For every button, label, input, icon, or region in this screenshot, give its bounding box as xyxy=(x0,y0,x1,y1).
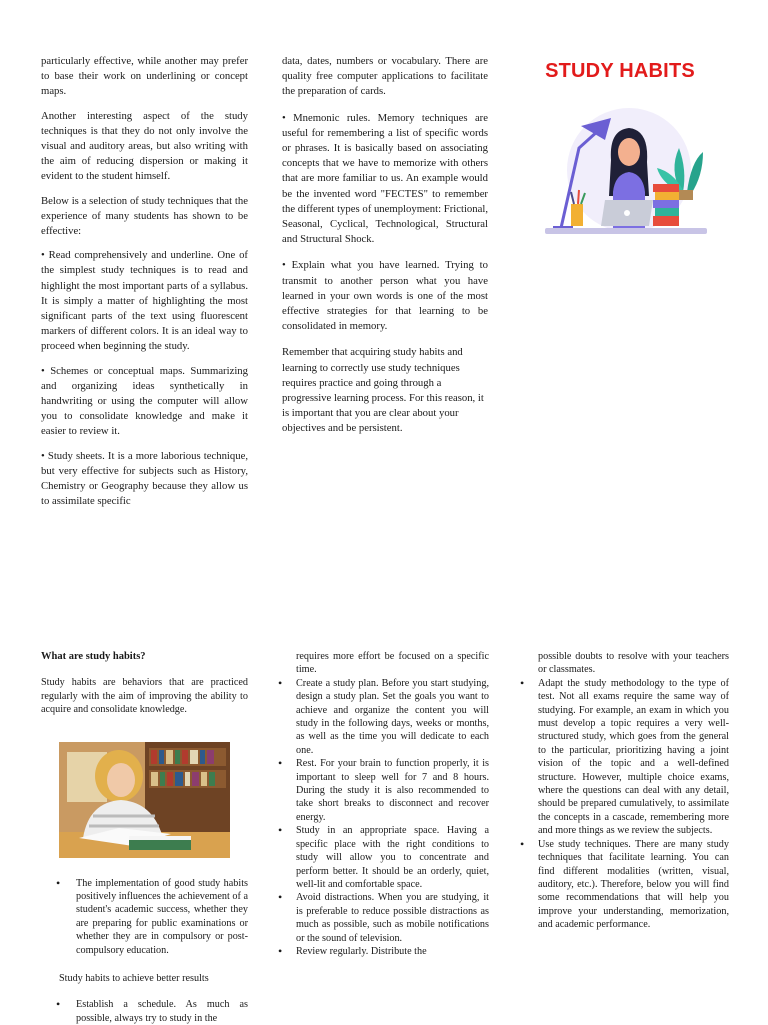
top-left-panel xyxy=(41,54,248,518)
list-item: • Study in an appropriate space. Having a specific place with the right conditions to study will allow you to concentrate and perform better. It should be an orderly, quiet, well-lit and comfortable space. xyxy=(296,824,489,891)
paragraph: data, dates, numbers or vocabulary. There are quality free computer applications to facilitate the preparation of cards. xyxy=(282,55,488,98)
top-middle-panel xyxy=(282,54,488,448)
continued-text: requires more effort be focused on a specific time. xyxy=(296,651,489,676)
paragraph: • Explain what you have learned. Trying to transmit to another person what you have learned in your own words is one of the most effective strategies for that learning to be consolidated in memory. xyxy=(282,259,488,333)
bullet-list xyxy=(76,877,248,957)
paragraph: Below is a selection of study techniques that the experience of many students has shown to be effective: xyxy=(41,194,248,238)
subheading: Study habits to achieve better results xyxy=(59,973,209,985)
paragraph: • Mnemonic rules. Memory techniques are useful for remembering a list of specific words or phrases. It is basically based on associating concepts that we have to memorize with others that are more familiar to us. An example would be the invented word "FECTES" to remember the different types of unemployment: Frictional, Seasonal, Cyclical, Technological, Structural and Structural Shock. xyxy=(282,111,488,246)
list-item: • Create a study plan. Before you start studying, design a study plan. Set the goals you want to achieve and organize the content you will study in the following days, weeks or months, as well as the time you will dedicate to each one. xyxy=(296,677,489,757)
list-item: • Rest. For your brain to function properly, it is important to sleep well for 7 and 8 hours. During the study it is also recommended to take short breaks to disconnect and recover energy. xyxy=(296,757,489,824)
bullet-list xyxy=(538,677,729,932)
study-illustration xyxy=(541,100,711,245)
bottom-middle-panel xyxy=(296,650,489,958)
student-photo xyxy=(59,742,230,858)
brochure-title: STUDY HABITS xyxy=(545,60,695,82)
list-item: • The implementation of good study habits positively influences the achievement of a student's academic success, whether they are preparing for public examinations or whether they are in compulsory or post-compulsory education. xyxy=(76,877,248,957)
list-item: • Establish a schedule. As much as possible, always try to study in the xyxy=(76,998,248,1025)
bullet-list xyxy=(296,677,489,959)
paragraph: Remember that acquiring study habits and learning to correctly use study techniques requires practice and going through a progressive learning process. For this reason, it is important that you are clear about your objectives and be persistent. xyxy=(282,346,484,435)
list-item: • Adapt the study methodology to the type of test. Not all exams require the same way of studying. For example, an exam in which you must develop a topic requires a very well-structured study, which goes from the general to the particular, prioritizing having a joint vision of the topic and a well-defined structure. However, multiple choice exams, where the questions can deal with any detail, should be prepared cumulatively, to assimilate the concepts in a cascade, remembering more and more things as we review the subjects. xyxy=(538,677,729,838)
paragraph: • Schemes or conceptual maps. Summarizing and organizing ideas synthetically in handwriting or using the computer will allow you to consolidate knowledge and make it easier to review it. xyxy=(41,364,248,438)
list-item: • Review regularly. Distribute the xyxy=(296,945,489,958)
intro-paragraph: Study habits are behaviors that are practiced regularly with the aim of improving the ability to acquire and consolidate knowledge. xyxy=(41,677,248,716)
list-item: • Use study techniques. There are many study techniques that facilitate learning. You can find different modalities (written, visual, auditory, etc.). Therefore, below you will find some recommendations that will help you improve your understanding, memorization, and academic performance. xyxy=(538,838,729,932)
list-item: • Avoid distractions. When you are studying, it is preferable to reduce possible distractions as much as possible, such as mobile notifications or the sound of television. xyxy=(296,891,489,945)
bullet-list xyxy=(76,998,248,1025)
paragraph: • Read comprehensively and underline. One of the simplest study techniques is to read and highlight the most important parts of a syllabus. It is simply a matter of highlighting the most significant parts of the text using fluorescent markers of different colors. It is an ideal way to proceed when beginning the study. xyxy=(41,249,248,353)
paragraph: particularly effective, while another may prefer to base their work on underlining or concept maps. xyxy=(41,55,248,98)
paragraph: • Study sheets. It is a more laborious technique, but very effective for subjects such as History, Chemistry or Geography because they allow us to assimilate specific xyxy=(41,449,248,508)
continued-text: possible doubts to resolve with your teachers or classmates. xyxy=(538,651,729,676)
section-heading: What are study habits? xyxy=(41,651,146,662)
bottom-right-panel xyxy=(538,650,729,932)
paragraph: Another interesting aspect of the study techniques is that they do not only involve the visual and auditory areas, but also writing with the aim of reducing dispersion or making it evident to the student himself. xyxy=(41,109,248,183)
